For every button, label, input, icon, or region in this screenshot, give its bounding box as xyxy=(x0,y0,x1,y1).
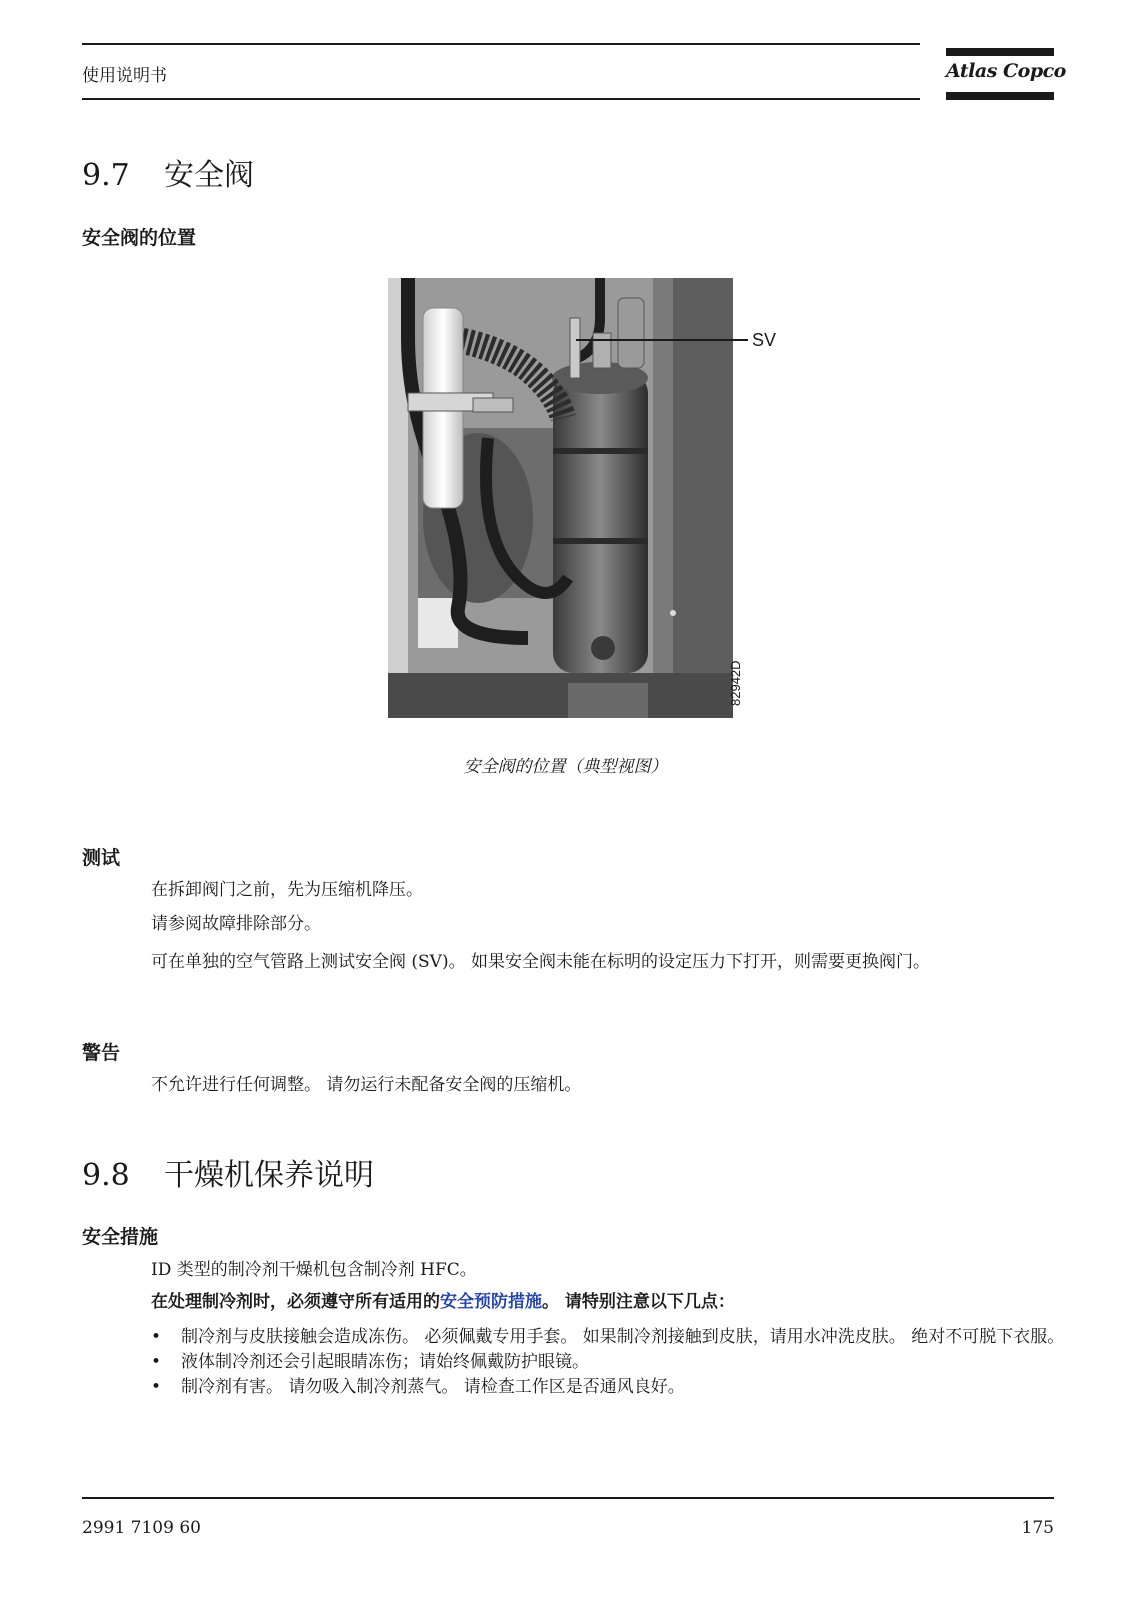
header-rule-bottom xyxy=(82,98,920,100)
atlas-copco-logo xyxy=(946,48,1066,100)
section-heading-9-8 xyxy=(82,1150,374,1194)
section-title: 安全阀 xyxy=(164,158,254,193)
safety-precautions-link[interactable]: 安全预防措施 xyxy=(440,1292,542,1312)
bullet-text: 制冷剂有害。 请勿吸入制冷剂蒸气。 请检查工作区是否通风良好。 xyxy=(181,1377,685,1397)
list-item xyxy=(151,1350,1071,1375)
figure-code: 82942D xyxy=(728,660,743,706)
bullet-icon: • xyxy=(151,1377,162,1397)
bullet-icon: • xyxy=(151,1352,162,1372)
header-rule-top xyxy=(82,43,920,45)
subheading-valve-location: 安全阀的位置 xyxy=(82,227,197,249)
warning-text: 不允许进行任何调整。 请勿运行未配备安全阀的压缩机。 xyxy=(151,1075,582,1095)
section-title: 干燥机保养说明 xyxy=(164,1158,374,1193)
section-number: 9.7 xyxy=(82,158,130,193)
list-item xyxy=(151,1325,1071,1350)
footer-rule xyxy=(82,1497,1054,1499)
test-paragraph-3: 可在单独的空气管路上测试安全阀 (SV)。 如果安全阀未能在标明的设定压力下打开，则需要更换阀门。 xyxy=(151,952,930,972)
figure-drawing xyxy=(388,278,788,718)
test-paragraph-2: 请参阅故障排除部分。 xyxy=(151,914,321,934)
header-title: 使用说明书 xyxy=(82,66,167,86)
logo-brand-text: Atlas Copco xyxy=(946,60,1066,82)
safety-instruction xyxy=(151,1290,1061,1315)
safety-valve-figure xyxy=(388,278,788,718)
figure-caption: 安全阀的位置（典型视图） xyxy=(463,757,668,777)
safety-instruction-suffix: 。 请特别注意以下几点： xyxy=(542,1292,735,1312)
list-item xyxy=(151,1375,1071,1400)
safety-instruction-prefix: 在处理制冷剂时，必须遵守所有适用的 xyxy=(151,1292,440,1312)
document-number: 2991 7109 60 xyxy=(82,1518,201,1538)
refrigerant-bullet-list xyxy=(151,1325,1071,1400)
test-paragraph-1: 在拆卸阀门之前，先为压缩机降压。 xyxy=(151,880,423,900)
logo-bar-bottom xyxy=(946,92,1054,100)
refrigerant-intro: ID 类型的制冷剂干燥机包含制冷剂 HFC。 xyxy=(151,1260,477,1280)
bullet-icon: • xyxy=(151,1327,162,1347)
subheading-warning: 警告 xyxy=(82,1042,121,1064)
subheading-safety-measures: 安全措施 xyxy=(82,1226,159,1248)
section-number: 9.8 xyxy=(82,1158,130,1193)
logo-bar-top xyxy=(946,48,1054,56)
page-number: 175 xyxy=(1021,1518,1054,1538)
bullet-text: 制冷剂与皮肤接触会造成冻伤。 必须佩戴专用手套。 如果制冷剂接触到皮肤，请用水冲洗皮肤。 绝对不可脱下衣服。 xyxy=(181,1327,1065,1347)
subheading-test: 测试 xyxy=(82,847,121,869)
sv-callout-label: SV xyxy=(752,330,777,350)
bullet-text: 液体制冷剂还会引起眼睛冻伤；请始终佩戴防护眼镜。 xyxy=(181,1352,589,1372)
section-heading-9-7 xyxy=(82,150,254,194)
